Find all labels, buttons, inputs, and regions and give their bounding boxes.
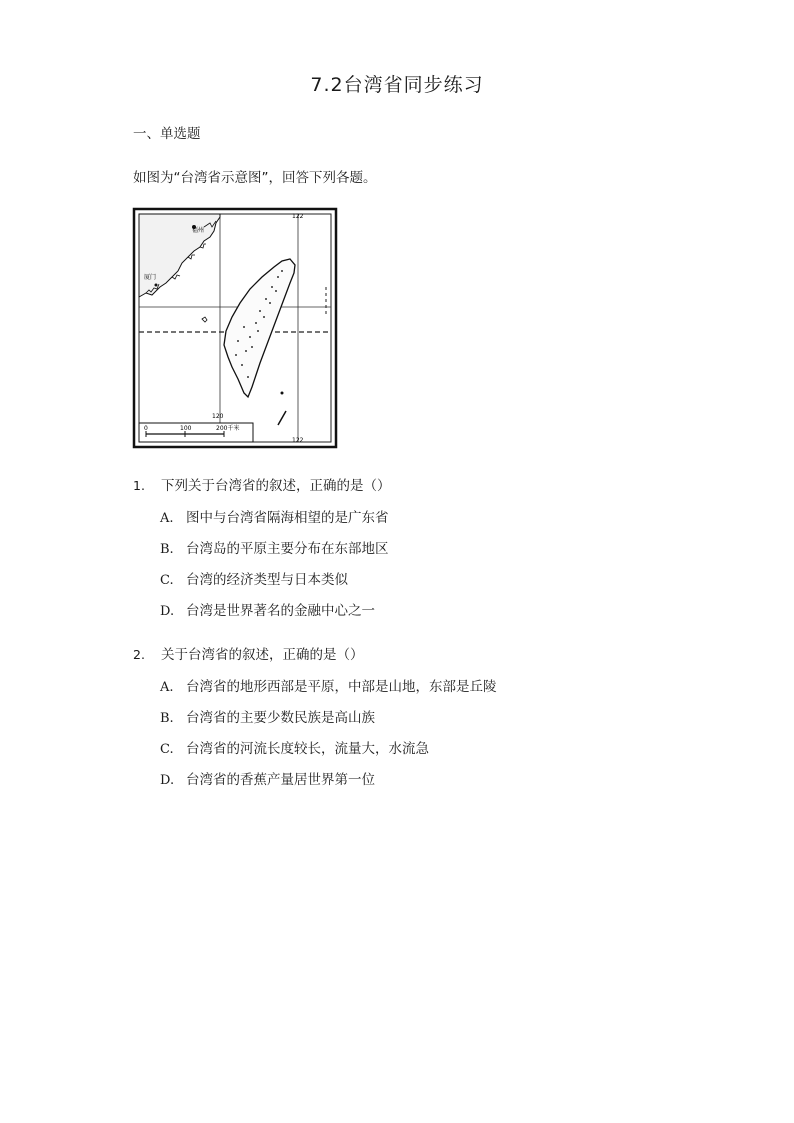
scale-label-0: 0 bbox=[144, 425, 148, 432]
option-text: 台湾省的主要少数民族是高山族 bbox=[186, 710, 375, 726]
option-letter: B. bbox=[160, 711, 174, 726]
option-text: 台湾省的香蕉产量居世界第一位 bbox=[186, 772, 375, 788]
option-letter: A. bbox=[160, 680, 174, 695]
question-1-option-d bbox=[160, 599, 375, 619]
option-letter: D. bbox=[160, 773, 175, 788]
question-1-option-c bbox=[160, 568, 348, 588]
scale-label-100: 100 bbox=[180, 425, 192, 432]
option-letter: B. bbox=[160, 542, 174, 557]
option-text: 台湾是世界著名的金融中心之一 bbox=[186, 603, 375, 619]
question-2-option-a bbox=[160, 675, 497, 695]
question-2-option-d bbox=[160, 768, 375, 788]
place-label-xiamen: 厦门 bbox=[144, 274, 157, 281]
question-1-option-b bbox=[160, 537, 389, 557]
option-letter: D. bbox=[160, 604, 175, 619]
option-text: 台湾省的地形西部是平原，中部是山地，东部是丘陵 bbox=[186, 679, 497, 695]
islet bbox=[281, 392, 284, 395]
question-intro: 如图为“台湾省示意图”，回答下列各题。 bbox=[133, 170, 377, 186]
option-letter: A. bbox=[160, 511, 174, 526]
option-letter: C. bbox=[160, 742, 174, 757]
question-2-option-c bbox=[160, 737, 429, 757]
section-heading: 一、单选题 bbox=[133, 126, 201, 142]
lon-label-122-top: 122 bbox=[292, 213, 304, 220]
option-letter: C. bbox=[160, 573, 174, 588]
option-text: 台湾岛的平原主要分布在东部地区 bbox=[186, 541, 389, 557]
option-text: 图中与台湾省隔海相望的是广东省 bbox=[186, 510, 389, 526]
lon-label-120: 120 bbox=[212, 413, 224, 420]
option-text: 台湾省的河流长度较长，流量大，水流急 bbox=[186, 741, 429, 757]
question-stem: 关于台湾省的叙述，正确的是（） bbox=[161, 647, 364, 663]
question-2 bbox=[133, 643, 364, 663]
question-2-option-b bbox=[160, 706, 375, 726]
place-label-fuzhou: 福州 bbox=[192, 227, 205, 234]
question-1 bbox=[133, 474, 391, 494]
option-text: 台湾的经济类型与日本类似 bbox=[186, 572, 348, 588]
question-1-option-a bbox=[160, 506, 389, 526]
taiwan-map bbox=[132, 207, 338, 449]
lon-label-122-bottom: 122 bbox=[292, 437, 304, 444]
page-title: 7.2台湾省同步练习 bbox=[310, 74, 484, 96]
question-number: 1. bbox=[133, 478, 145, 493]
question-number: 2. bbox=[133, 647, 145, 662]
scale-label-200: 200千米 bbox=[216, 425, 240, 432]
question-stem: 下列关于台湾省的叙述，正确的是（） bbox=[161, 478, 391, 494]
